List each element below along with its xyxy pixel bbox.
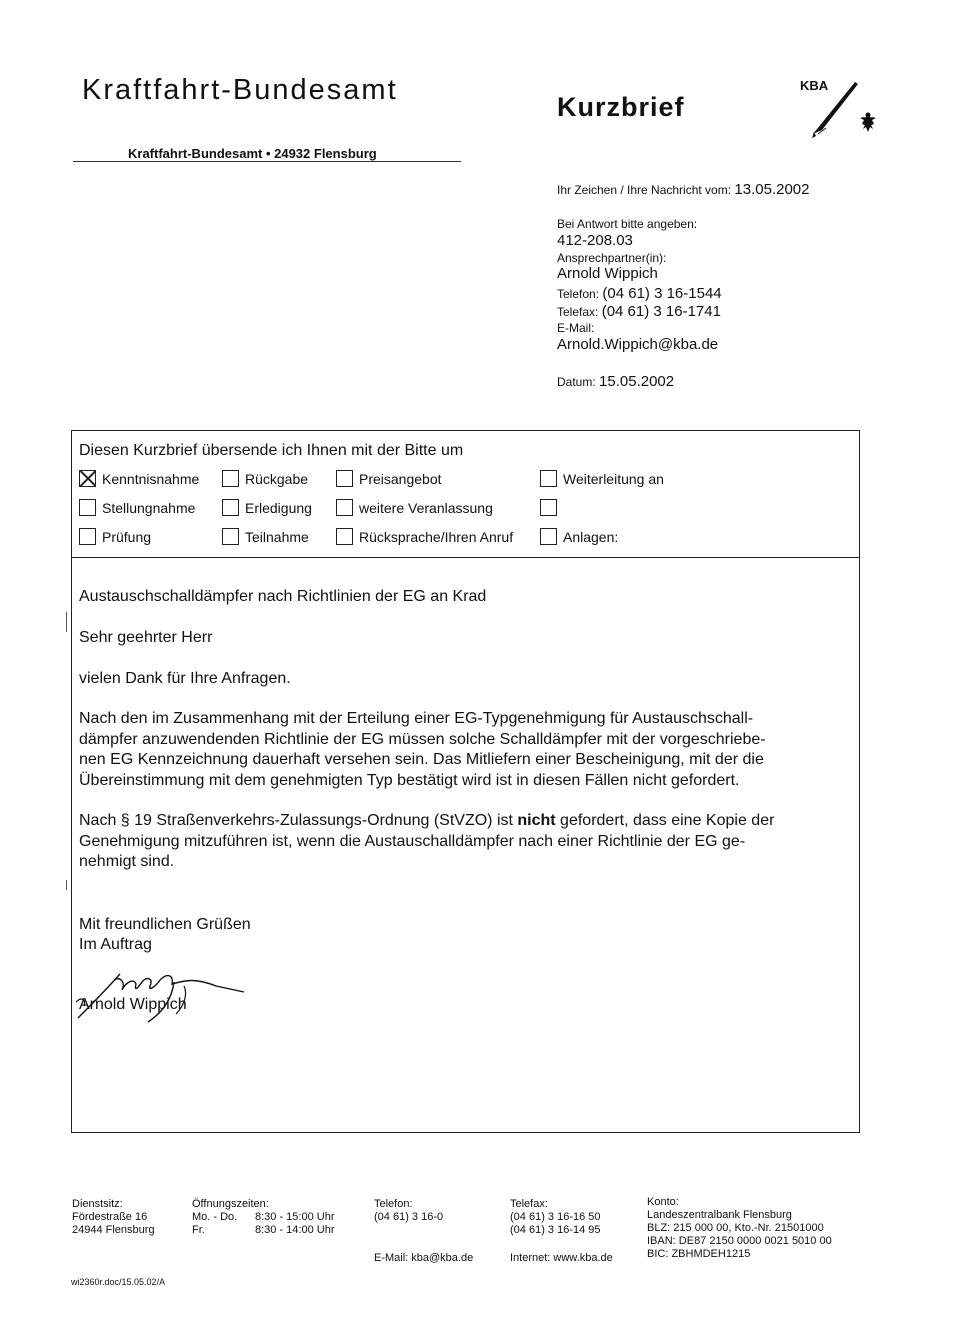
email-label: E-Mail: bbox=[557, 321, 595, 335]
letter-paragraph-2 bbox=[79, 811, 854, 873]
footer-label: Öffnungszeiten: bbox=[192, 1198, 269, 1210]
footer-hours-row bbox=[192, 1211, 335, 1224]
footer-time: 8:30 - 15:00 Uhr bbox=[255, 1211, 335, 1223]
margin-mark bbox=[66, 880, 67, 890]
checkbox-label: Erledigung bbox=[245, 499, 312, 516]
checkbox-label: weitere Veranlassung bbox=[359, 499, 493, 516]
telefon-value: (04 61) 3 16-1544 bbox=[602, 285, 722, 302]
footer-value: BLZ: 215 000 00, Kto.-Nr. 21501000 bbox=[647, 1222, 824, 1234]
checkbox-label: Prüfung bbox=[102, 528, 152, 545]
document-type-title: Kurzbrief bbox=[557, 92, 685, 122]
checkbox-icon[interactable] bbox=[540, 528, 557, 545]
email-value: Arnold.Wippich@kba.de bbox=[557, 336, 719, 353]
checkbox-rueckgabe[interactable] bbox=[222, 470, 308, 487]
checkbox-anlagen[interactable] bbox=[540, 528, 618, 545]
footer-label: Dienstsitz: bbox=[72, 1198, 123, 1210]
paragraph-line bbox=[79, 811, 854, 832]
checkbox-icon[interactable] bbox=[222, 470, 239, 487]
footer-label: Telefax: bbox=[510, 1198, 548, 1210]
checkbox-blank[interactable] bbox=[540, 499, 563, 516]
checkbox-icon[interactable] bbox=[222, 499, 239, 516]
document-code: wi2360r.doc/15.05.02/A bbox=[71, 1277, 166, 1287]
telefon-label: Telefon: bbox=[557, 287, 600, 301]
checkbox-erledigung[interactable] bbox=[222, 499, 312, 516]
datum-row bbox=[557, 373, 674, 390]
footer-value: BIC: ZBHMDEH1215 bbox=[647, 1248, 751, 1260]
ansprechpartner-value: Arnold Wippich bbox=[557, 265, 658, 282]
reference-date-row bbox=[557, 181, 810, 198]
paragraph-line: Nach den im Zusammenhang mit der Erteilung einer EG-Typgenehmigung für Austauschschall- bbox=[79, 710, 754, 727]
footer-value: (04 61) 3 16-14 95 bbox=[510, 1224, 601, 1236]
checkbox-weiterleitung[interactable] bbox=[540, 470, 664, 487]
paragraph-line: nen EG Kennzeichnung dauerhaft versehen sein. Das Mitliefern einer Bescheinigung, mit der die bbox=[79, 751, 764, 768]
footer-day: Fr. bbox=[192, 1224, 205, 1236]
paragraph-line: Genehmigung mitzuführen ist, wenn die Austauschalldämpfer nach einer Richtlinie der EG ge- bbox=[79, 832, 746, 850]
checkbox-ruecksprache[interactable] bbox=[336, 528, 513, 545]
footer-email[interactable]: E-Mail: kba@kba.de bbox=[374, 1252, 474, 1264]
letter-subject: Austauschschalldämpfer nach Richtlinien der EG an Krad bbox=[79, 588, 487, 605]
footer-internet[interactable]: Internet: www.kba.de bbox=[510, 1252, 613, 1264]
telefon-row bbox=[557, 285, 722, 302]
footer-value: (04 61) 3 16-16 50 bbox=[510, 1211, 601, 1223]
telefax-row bbox=[557, 303, 721, 320]
letter-closing-auftrag: Im Auftrag bbox=[79, 936, 152, 953]
checkbox-label: Anlagen: bbox=[563, 528, 619, 545]
margin-mark bbox=[66, 612, 67, 632]
footer-oeffnungszeiten bbox=[192, 1198, 335, 1237]
checkbox-label: Rückgabe bbox=[245, 470, 309, 487]
telefax-value: (04 61) 3 16-1741 bbox=[601, 303, 721, 320]
checkbox-icon[interactable] bbox=[79, 528, 96, 545]
letter-paragraph-1 bbox=[79, 709, 854, 791]
checkbox-icon[interactable] bbox=[540, 470, 557, 487]
ihr-zeichen-label: Ihr Zeichen / Ihre Nachricht vom: bbox=[557, 183, 732, 197]
footer-value: (04 61) 3 16-0 bbox=[374, 1211, 444, 1223]
letter-thanks: vielen Dank für Ihre Anfragen. bbox=[79, 670, 291, 687]
emphasis-text: nicht bbox=[517, 812, 556, 829]
footer-hours-row bbox=[192, 1224, 335, 1237]
letter-closing: Mit freundlichen Grüßen bbox=[79, 916, 251, 933]
antwort-value: 412-208.03 bbox=[557, 232, 633, 249]
paragraph-text: Nach § 19 Straßenverkehrs-Zulassungs-Ordnung (StVZO) ist bbox=[79, 812, 518, 829]
checkbox-label: Stellungnahme bbox=[102, 499, 196, 516]
checkbox-icon[interactable] bbox=[336, 470, 353, 487]
paragraph-line: dämpfer anzuwendenden Richtlinie der EG müssen solche Schalldämpfer mit der vorgeschriebe- bbox=[79, 730, 766, 748]
footer-value: IBAN: DE87 2150 0000 0021 5010 00 bbox=[647, 1235, 832, 1247]
checkbox-row bbox=[71, 499, 860, 521]
paragraph-line: Übereinstimmung mit dem genehmigten Typ bestätigt wird ist in diesen Fällen nicht gefordert. bbox=[79, 771, 740, 789]
paragraph-line: nehmigt sind. bbox=[79, 853, 175, 870]
kba-logo-text: KBA bbox=[800, 78, 829, 93]
footer-konto bbox=[647, 1196, 832, 1261]
checkbox-icon[interactable] bbox=[222, 528, 239, 545]
checkbox-pruefung[interactable] bbox=[79, 528, 151, 545]
checkbox-icon[interactable] bbox=[336, 499, 353, 516]
checkbox-icon[interactable] bbox=[79, 499, 96, 516]
checkbox-stellungnahme[interactable] bbox=[79, 499, 195, 516]
datum-value: 15.05.2002 bbox=[599, 373, 675, 390]
paragraph-text: gefordert, dass eine Kopie der bbox=[555, 812, 775, 829]
footer-day: Mo. - Do. bbox=[192, 1211, 238, 1223]
footer-value: 24944 Flensburg bbox=[72, 1224, 155, 1236]
checkbox-grid bbox=[71, 470, 860, 554]
signature-name: Arnold Wippich bbox=[79, 996, 187, 1013]
checkbox-label: Kenntnisnahme bbox=[102, 470, 200, 487]
checkbox-row bbox=[71, 528, 860, 550]
checkbox-kenntnisnahme[interactable] bbox=[79, 470, 199, 487]
checkbox-icon[interactable] bbox=[540, 499, 557, 516]
footer-telefon bbox=[374, 1198, 443, 1224]
checkbox-label: Weiterleitung an bbox=[563, 470, 664, 487]
checkbox-label: Rücksprache/Ihren Anruf bbox=[359, 528, 514, 545]
ansprechpartner-label: Ansprechpartner(in): bbox=[557, 251, 667, 265]
datum-label: Datum: bbox=[557, 375, 596, 389]
checkbox-row bbox=[71, 470, 860, 492]
checkbox-icon[interactable] bbox=[336, 528, 353, 545]
footer-telefax bbox=[510, 1198, 601, 1237]
checkbox-label: Teilnahme bbox=[245, 528, 309, 545]
checkbox-teilnahme[interactable] bbox=[222, 528, 309, 545]
kba-logo bbox=[796, 78, 886, 140]
ihr-zeichen-value: 13.05.2002 bbox=[734, 181, 810, 198]
checkbox-label: Preisangebot bbox=[359, 470, 442, 487]
checkbox-preisangebot[interactable] bbox=[336, 470, 442, 487]
address-divider bbox=[73, 161, 461, 162]
organization-title: Kraftfahrt-Bundesamt bbox=[82, 74, 398, 106]
antwort-label: Bei Antwort bitte angeben: bbox=[557, 217, 698, 231]
checkbox-weitere-veranlassung[interactable] bbox=[336, 499, 493, 516]
footer-value: Fördestraße 16 bbox=[72, 1211, 148, 1223]
footer-label: Telefon: bbox=[374, 1198, 413, 1210]
telefax-label: Telefax: bbox=[557, 305, 599, 319]
handwritten-signature bbox=[76, 962, 256, 1024]
footer-time: 8:30 - 14:00 Uhr bbox=[255, 1224, 335, 1236]
form-intro-text: Diesen Kurzbrief übersende ich Ihnen mit der Bitte um bbox=[79, 442, 464, 459]
footer-label: Konto: bbox=[647, 1196, 679, 1208]
letter-salutation: Sehr geehrter Herr bbox=[79, 629, 213, 646]
sender-address-line: Kraftfahrt-Bundesamt • 24932 Flensburg bbox=[128, 146, 377, 161]
footer-dienstsitz bbox=[72, 1198, 155, 1237]
footer-value: Landeszentralbank Flensburg bbox=[647, 1209, 792, 1221]
checkbox-checked-icon[interactable] bbox=[79, 470, 96, 487]
form-divider bbox=[71, 557, 860, 558]
